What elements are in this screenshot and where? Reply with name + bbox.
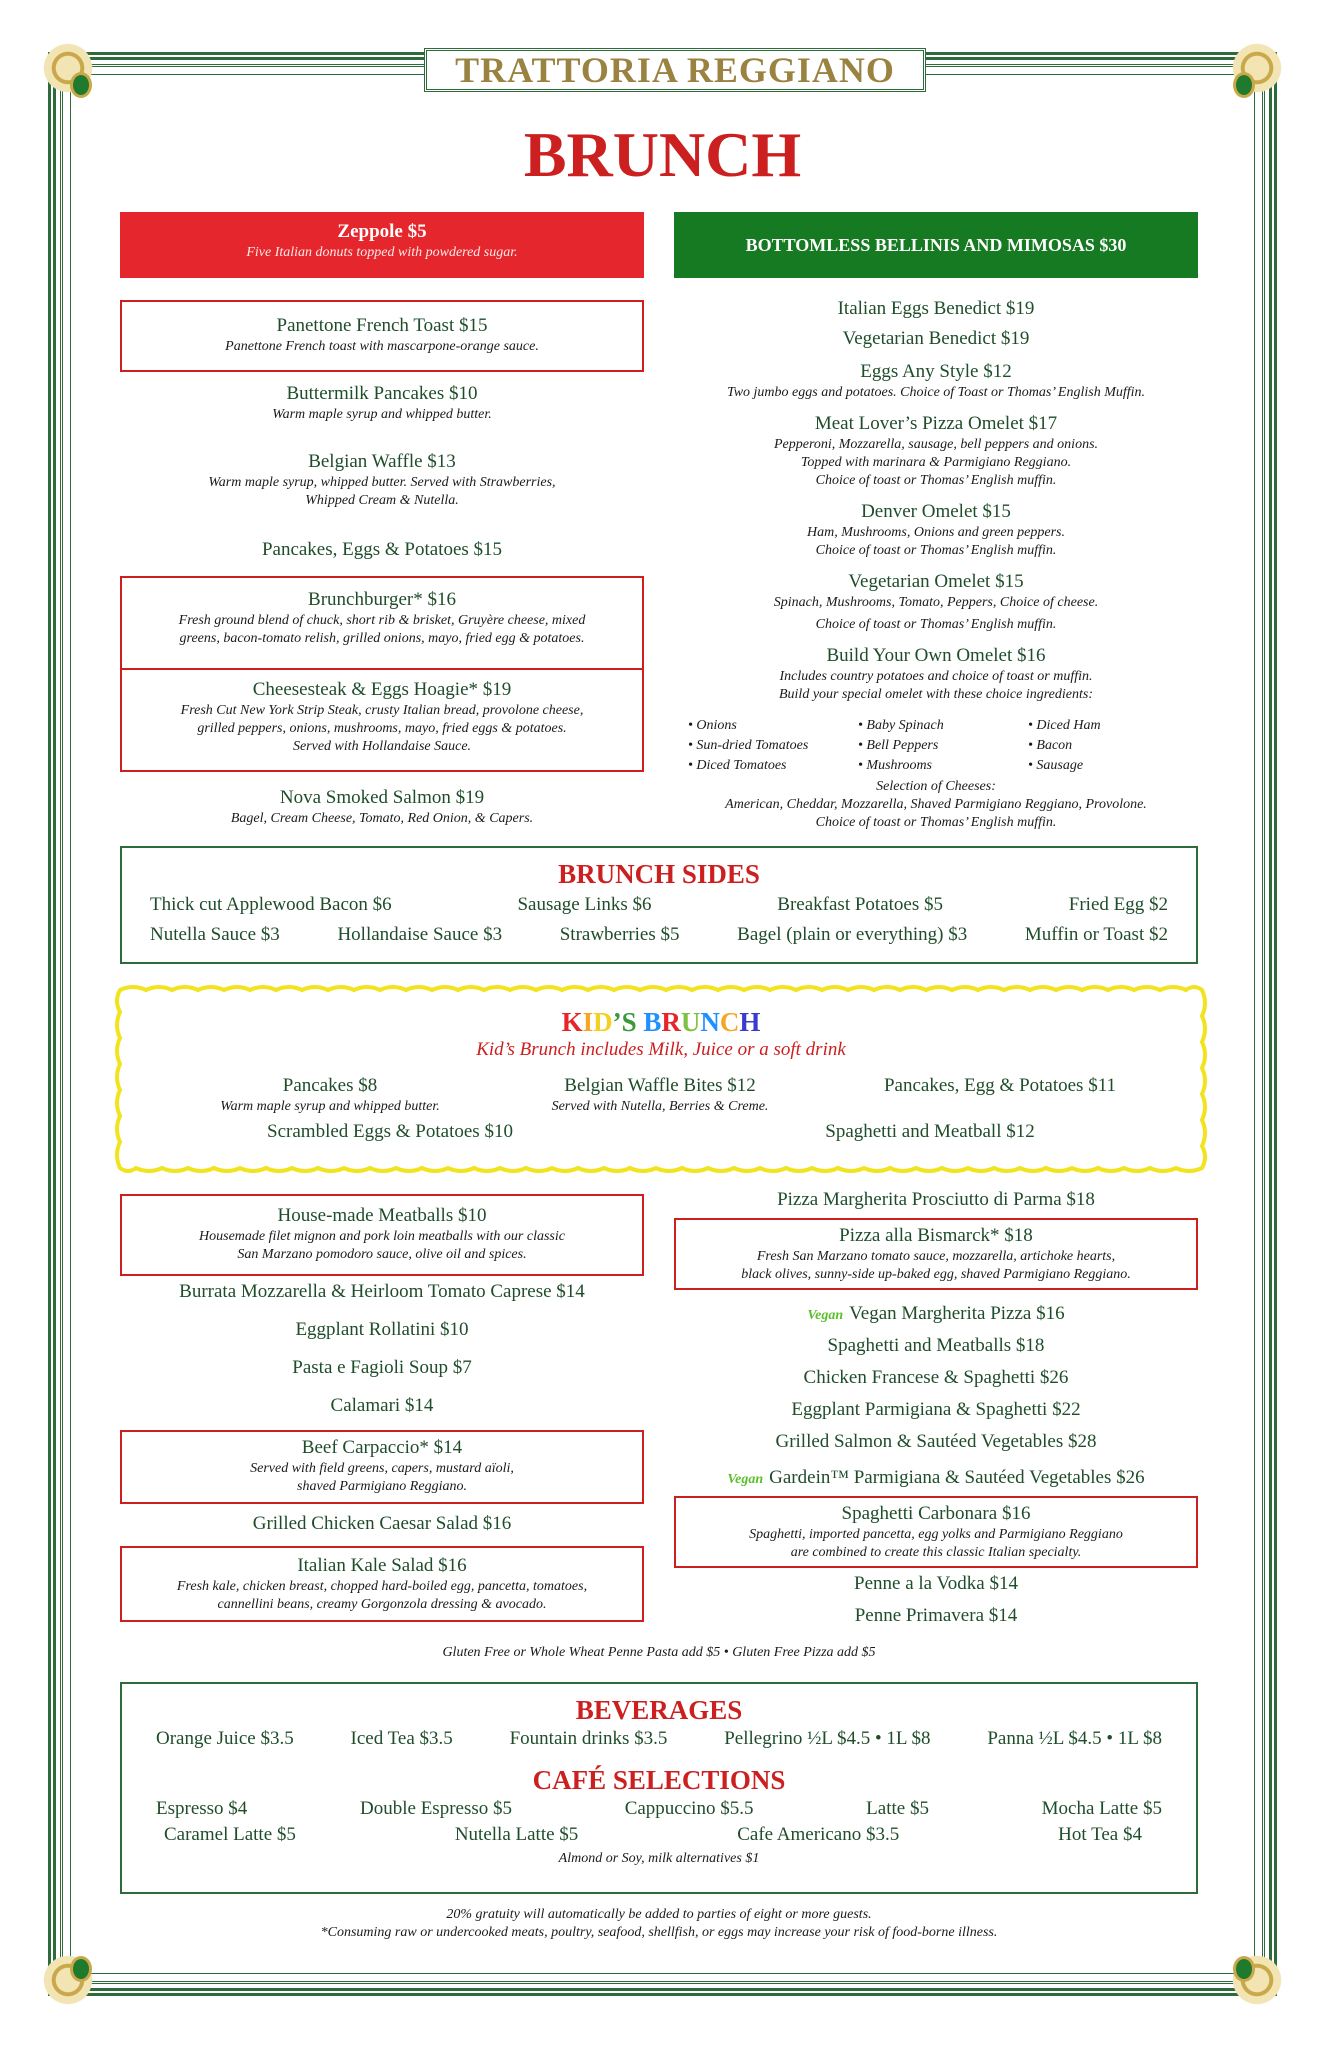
cheese-choice: Choice of toast or Thomas’ English muffin. xyxy=(815,815,1057,830)
zeppole-name: Zeppole $5 xyxy=(337,221,427,242)
beverage-item: Fountain drinks $3.5 xyxy=(509,1728,668,1749)
vegan-leaf-icon: Vegan xyxy=(807,1308,844,1323)
cafe-item: Hot Tea $4 xyxy=(1058,1824,1142,1845)
milk-alternatives-note: Almond or Soy, milk alternatives $1 xyxy=(558,1851,760,1866)
menu-item-boxed xyxy=(674,1218,1198,1290)
menu-item-boxed xyxy=(120,668,644,772)
menu-item xyxy=(120,786,644,828)
kids-title-letter: K xyxy=(561,1007,583,1037)
bottomless-banner: BOTTOMLESS BELLINIS AND MIMOSAS $30 xyxy=(674,212,1198,278)
item-name: Eggplant Parmigiana & Spaghetti $22 xyxy=(791,1399,1081,1420)
item-name: Pizza alla Bismarck* $18 xyxy=(839,1225,1033,1246)
cafe-item: Nutella Latte $5 xyxy=(454,1824,579,1845)
cheese-title: Selection of Cheeses: xyxy=(876,779,996,794)
menu-item xyxy=(674,1188,1198,1212)
item-name: Eggplant Rollatini $10 xyxy=(295,1319,469,1340)
menu-item xyxy=(674,1398,1198,1422)
kids-title-letter: D xyxy=(593,1007,613,1037)
item-name: Gardein™ Parmigiana & Sautéed Vegetables $26 xyxy=(769,1467,1145,1488)
side-item: Nutella Sauce $3 xyxy=(150,924,280,945)
item-name: Calamari $14 xyxy=(330,1395,434,1416)
side-item: Thick cut Applewood Bacon $6 xyxy=(150,894,392,915)
right-brunch-column xyxy=(674,294,1198,704)
item-name: Penne a la Vodka $14 xyxy=(854,1573,1018,1594)
item-desc: cannellini beans, creamy Gorgonzola dressing & avocado. xyxy=(217,1597,547,1612)
menu-item-boxed xyxy=(674,1496,1198,1568)
item-desc: Includes country potatoes and choice of toast or muffin. xyxy=(779,669,1093,684)
item-name: Penne Primavera $14 xyxy=(854,1605,1018,1626)
kids-title-letter: I xyxy=(582,1007,594,1037)
option-item: • Diced Ham xyxy=(1028,718,1101,733)
kids-item xyxy=(220,1120,560,1144)
item-desc: Two jumbo eggs and potatoes. Choice of Toast or Thomas’ English Muffin. xyxy=(726,385,1146,400)
option-item: • Diced Tomatoes xyxy=(688,758,787,773)
side-item: Bagel (plain or everything) $3 xyxy=(737,924,968,945)
gluten-note: Gluten Free or Whole Wheat Penne Pasta add $5 • Gluten Free Pizza add $5 xyxy=(442,1645,876,1660)
item-desc: Bagel, Cream Cheese, Tomato, Red Onion, & Capers. xyxy=(230,811,534,826)
item-desc: Housemade filet mignon and pork loin meatballs with our classic xyxy=(199,1229,565,1244)
menu-item-boxed xyxy=(120,1430,644,1504)
cheese-list: American, Cheddar, Mozzarella, Shaved Parmigiano Reggiano, Provolone. xyxy=(725,797,1147,812)
side-item: Breakfast Potatoes $5 xyxy=(777,894,943,915)
brunch-sides-section xyxy=(120,846,1198,964)
beverage-item: Panna ½L $4.5 • 1L $8 xyxy=(987,1728,1162,1749)
kids-subtitle: Kid’s Brunch includes Milk, Juice or a soft drink xyxy=(476,1039,846,1060)
item-desc: Panettone French toast with mascarpone-orange sauce. xyxy=(225,339,539,354)
corner-ornament-icon xyxy=(40,40,100,100)
item-name: Vegetarian Omelet $15 xyxy=(848,571,1024,592)
item-name: Buttermilk Pancakes $10 xyxy=(286,383,478,404)
item-name: Belgian Waffle $13 xyxy=(308,451,456,472)
cafe-item: Cafe Americano $3.5 xyxy=(737,1824,900,1845)
kids-title-letter: U xyxy=(680,1007,701,1037)
kids-brunch-section xyxy=(120,1006,1202,1062)
side-item: Hollandaise Sauce $3 xyxy=(337,924,503,945)
kids-title-letter: ’ xyxy=(612,1007,622,1037)
item-name: Chicken Francese & Spaghetti $26 xyxy=(803,1367,1069,1388)
item-name: Burrata Mozzarella & Heirloom Tomato Caprese $14 xyxy=(179,1281,585,1302)
item-desc: Warm maple syrup, whipped butter. Served with Strawberries, xyxy=(208,475,556,490)
item-name: Pancakes, Eggs & Potatoes $15 xyxy=(261,539,503,560)
item-desc: are combined to create this classic Italian specialty. xyxy=(790,1545,1082,1560)
restaurant-name: TRATTORIA REGGIANO xyxy=(424,48,926,92)
side-item: Sausage Links $6 xyxy=(517,894,652,915)
menu-item xyxy=(674,1302,1198,1328)
cafe-item: Cappuccino $5.5 xyxy=(624,1798,754,1819)
option-item: • Onions xyxy=(688,718,737,733)
item-name: Italian Kale Salad $16 xyxy=(297,1555,467,1576)
item-desc: Served with Hollandaise Sauce. xyxy=(292,739,472,754)
item-name: House-made Meatballs $10 xyxy=(277,1205,487,1226)
item-desc: greens, bacon-tomato relish, grilled onions, mayo, fried egg & potatoes. xyxy=(179,631,585,646)
item-desc: Fresh kale, chicken breast, chopped hard-boiled egg, pancetta, tomatoes, xyxy=(176,1579,588,1594)
gratuity-note: 20% gratuity will automatically be added to parties of eight or more guests. xyxy=(446,1907,872,1922)
item-desc: Topped with marinara & Parmigiano Reggiano. xyxy=(800,455,1072,470)
item-name: Spaghetti and Meatball $12 xyxy=(825,1121,1035,1142)
kids-title-letter: S xyxy=(621,1007,637,1037)
menu-item xyxy=(120,1318,644,1342)
menu-item xyxy=(674,1466,1198,1492)
item-name: Eggs Any Style $12 xyxy=(860,361,1012,382)
side-item: Strawberries $5 xyxy=(559,924,680,945)
kids-title-letter: H xyxy=(739,1007,761,1037)
cafe-item: Espresso $4 xyxy=(156,1798,248,1819)
side-item: Fried Egg $2 xyxy=(1068,894,1168,915)
item-desc: Served with Nutella, Berries & Creme. xyxy=(551,1099,769,1114)
menu-item xyxy=(674,1430,1198,1454)
item-desc: Warm maple syrup and whipped butter. xyxy=(220,1099,440,1114)
menu-item xyxy=(674,1572,1198,1596)
item-name: Italian Eggs Benedict $19 xyxy=(837,298,1035,319)
item-desc: Spinach, Mushrooms, Tomato, Peppers, Choice of cheese. xyxy=(773,595,1099,610)
item-desc: Served with field greens, capers, mustard aïoli, xyxy=(250,1461,514,1476)
item-desc: San Marzano pomodoro sauce, olive oil and spices. xyxy=(237,1247,527,1262)
kids-item xyxy=(180,1074,480,1116)
cafe-item: Double Espresso $5 xyxy=(360,1798,512,1819)
menu-item-boxed xyxy=(120,1194,644,1276)
corner-ornament-icon xyxy=(40,1948,100,2008)
item-name: Brunchburger* $16 xyxy=(308,589,456,610)
kids-title xyxy=(120,1006,1202,1038)
sides-row xyxy=(140,922,1178,948)
item-name: Pancakes $8 xyxy=(282,1075,378,1096)
beverages-row xyxy=(156,1726,1162,1752)
item-desc: Pepperoni, Mozzarella, sausage, bell peppers and onions. xyxy=(773,437,1099,452)
menu-item xyxy=(674,1366,1198,1390)
item-desc: Fresh Cut New York Strip Steak, crusty Italian bread, provolone cheese, xyxy=(180,703,584,718)
option-item: • Bacon xyxy=(1028,738,1073,753)
item-name: Scrambled Eggs & Potatoes $10 xyxy=(267,1121,513,1142)
item-name: Belgian Waffle Bites $12 xyxy=(564,1075,756,1096)
item-desc: black olives, sunny-side up-baked egg, shaved Parmigiano Reggiano. xyxy=(741,1267,1131,1282)
kids-title-letter: B xyxy=(643,1007,662,1037)
beverages-title: BEVERAGES xyxy=(575,1695,743,1725)
kids-item xyxy=(760,1120,1100,1144)
beverage-item: Pellegrino ½L $4.5 • 1L $8 xyxy=(724,1728,931,1749)
item-name: Grilled Salmon & Sautéed Vegetables $28 xyxy=(775,1431,1097,1452)
cafe-row xyxy=(156,1796,1162,1822)
menu-item xyxy=(120,450,644,510)
item-name: Pasta e Fagioli Soup $7 xyxy=(292,1357,472,1378)
option-item: • Sausage xyxy=(1028,758,1084,773)
kids-title-letter: R xyxy=(661,1007,681,1037)
menu-item xyxy=(120,382,644,424)
item-name: Spaghetti and Meatballs $18 xyxy=(827,1335,1045,1356)
option-item: • Baby Spinach xyxy=(858,718,944,733)
menu-item-boxed xyxy=(120,300,644,372)
item-name: Grilled Chicken Caesar Salad $16 xyxy=(252,1513,512,1534)
item-desc: Build your special omelet with these choice ingredients: xyxy=(778,687,1093,702)
menu-item xyxy=(120,1394,644,1418)
item-desc: grilled peppers, onions, mushrooms, mayo, fried eggs & potatoes. xyxy=(197,721,567,736)
item-name: Spaghetti Carbonara $16 xyxy=(841,1503,1031,1524)
corner-ornament-icon xyxy=(1225,40,1285,100)
option-item: • Bell Peppers xyxy=(858,738,939,753)
item-desc: Choice of toast or Thomas’ English muffin. xyxy=(815,617,1057,632)
cafe-item: Latte $5 xyxy=(866,1798,929,1819)
item-name: Build Your Own Omelet $16 xyxy=(826,645,1046,666)
kids-item xyxy=(510,1074,810,1116)
footer-notes xyxy=(120,1906,1198,1942)
item-desc: shaved Parmigiano Reggiano. xyxy=(297,1479,467,1494)
cafe-row xyxy=(156,1822,1162,1848)
beverage-item: Iced Tea $3.5 xyxy=(350,1728,453,1749)
item-name: Vegan Margherita Pizza $16 xyxy=(849,1303,1065,1324)
item-name: Beef Carpaccio* $14 xyxy=(301,1437,463,1458)
sides-row xyxy=(140,892,1178,918)
item-desc: Spaghetti, imported pancetta, egg yolks and Parmigiano Reggiano xyxy=(749,1527,1123,1542)
menu-item xyxy=(120,1356,644,1380)
item-name: Cheesesteak & Eggs Hoagie* $19 xyxy=(252,679,512,700)
item-desc: Fresh ground blend of chuck, short rib & brisket, Gruyère cheese, mixed xyxy=(178,613,586,628)
item-desc: Fresh San Marzano tomato sauce, mozzarella, artichoke hearts, xyxy=(756,1249,1116,1264)
item-name: Panettone French Toast $15 xyxy=(276,315,488,336)
item-desc: Choice of toast or Thomas’ English muffin. xyxy=(815,473,1057,488)
menu-item-boxed xyxy=(120,1546,644,1622)
side-item: Muffin or Toast $2 xyxy=(1024,924,1168,945)
item-name: Pizza Margherita Prosciutto di Parma $18 xyxy=(777,1189,1095,1210)
item-name: Pancakes, Egg & Potatoes $11 xyxy=(883,1075,1116,1096)
zeppole-banner xyxy=(120,212,644,278)
item-name: Denver Omelet $15 xyxy=(861,501,1011,522)
kids-title-letter: N xyxy=(700,1007,720,1037)
cafe-item: Mocha Latte $5 xyxy=(1041,1798,1162,1819)
beverage-item: Orange Juice $3.5 xyxy=(156,1728,294,1749)
kids-item xyxy=(840,1074,1160,1098)
item-desc: Warm maple syrup and whipped butter. xyxy=(272,407,492,422)
item-desc: Whipped Cream & Nutella. xyxy=(305,493,459,508)
page-title: BRUNCH xyxy=(523,119,802,190)
menu-item-boxed xyxy=(120,576,644,670)
item-desc: Choice of toast or Thomas’ English muffin. xyxy=(815,543,1057,558)
beverages-section xyxy=(120,1682,1198,1894)
cheese-selection xyxy=(674,778,1198,832)
option-item: • Mushrooms xyxy=(858,758,932,773)
sides-title: BRUNCH SIDES xyxy=(558,859,760,889)
consumption-warning: *Consuming raw or undercooked meats, poultry, seafood, shellfish, or eggs may increase your risk of food-borne illness. xyxy=(320,1925,998,1940)
zeppole-desc: Five Italian donuts topped with powdered sugar. xyxy=(246,245,518,260)
item-name: Vegetarian Benedict $19 xyxy=(842,328,1030,349)
menu-item xyxy=(120,538,644,562)
vegan-leaf-icon: Vegan xyxy=(727,1472,764,1487)
item-name: Nova Smoked Salmon $19 xyxy=(279,787,485,808)
menu-item xyxy=(674,1334,1198,1358)
cafe-item: Caramel Latte $5 xyxy=(164,1824,296,1845)
omelet-options xyxy=(688,716,1208,776)
item-name: Meat Lover’s Pizza Omelet $17 xyxy=(814,413,1058,434)
menu-item xyxy=(120,1280,644,1304)
option-item: • Sun-dried Tomatoes xyxy=(688,738,809,753)
menu-item xyxy=(120,1512,644,1536)
corner-ornament-icon xyxy=(1225,1948,1285,2008)
cafe-title: CAFÉ SELECTIONS xyxy=(532,1765,786,1795)
item-desc: Ham, Mushrooms, Onions and green peppers. xyxy=(807,525,1065,540)
kids-title-letter: C xyxy=(719,1007,740,1037)
menu-item xyxy=(674,1604,1198,1628)
